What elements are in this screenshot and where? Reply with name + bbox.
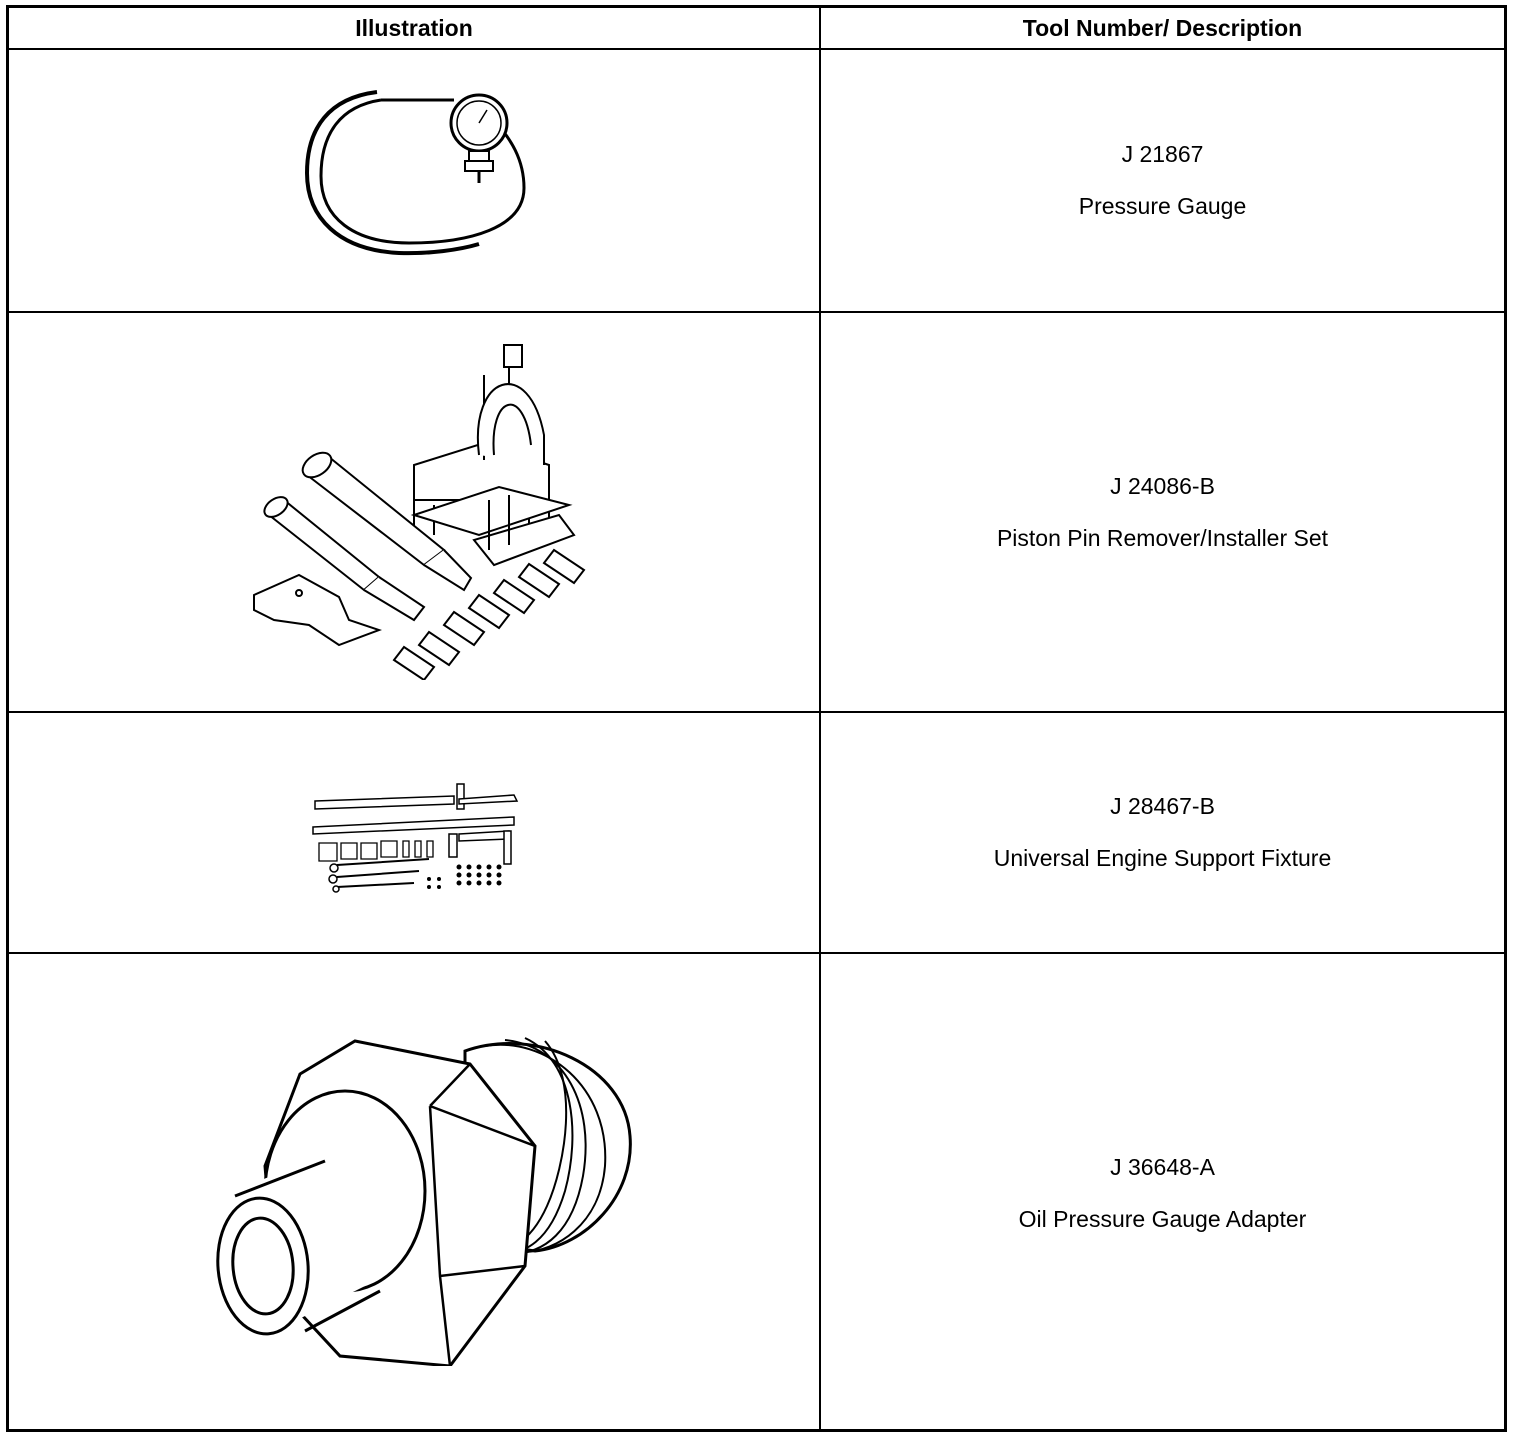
engine-support-fixture-icon (309, 779, 529, 899)
description-cell (821, 713, 1504, 952)
illustration-cell (9, 313, 821, 711)
header-illustration: Illustration (9, 8, 821, 48)
illustration-cell (9, 713, 821, 952)
table-row (9, 954, 1504, 1432)
illustration-cell (9, 50, 821, 311)
gauge-adapter-icon (205, 1026, 645, 1366)
piston-pin-set-icon (239, 335, 599, 680)
tool-number: J 28467-B (1110, 793, 1215, 819)
description-cell (821, 954, 1504, 1432)
pressure-gauge-icon (299, 88, 539, 263)
table-header-row (9, 8, 1504, 50)
header-tool-description: Tool Number/ Description (1022, 14, 1303, 41)
illustration-cell (9, 954, 821, 1432)
description-cell (821, 313, 1504, 711)
tool-number: J 24086-B (1110, 472, 1215, 499)
tool-table (6, 5, 1507, 1432)
tool-number: J 21867 (1121, 141, 1204, 167)
table-row (9, 313, 1504, 713)
table-row (9, 50, 1504, 313)
table-row (9, 713, 1504, 954)
tool-number: J 36648-A (1110, 1153, 1215, 1180)
tool-description: Universal Engine Support Fixture (993, 845, 1332, 871)
tool-description: Piston Pin Remover/Installer Set (996, 524, 1329, 551)
tool-description: Oil Pressure Gauge Adapter (1018, 1205, 1307, 1232)
description-cell (821, 50, 1504, 311)
tool-description: Pressure Gauge (1078, 193, 1247, 219)
